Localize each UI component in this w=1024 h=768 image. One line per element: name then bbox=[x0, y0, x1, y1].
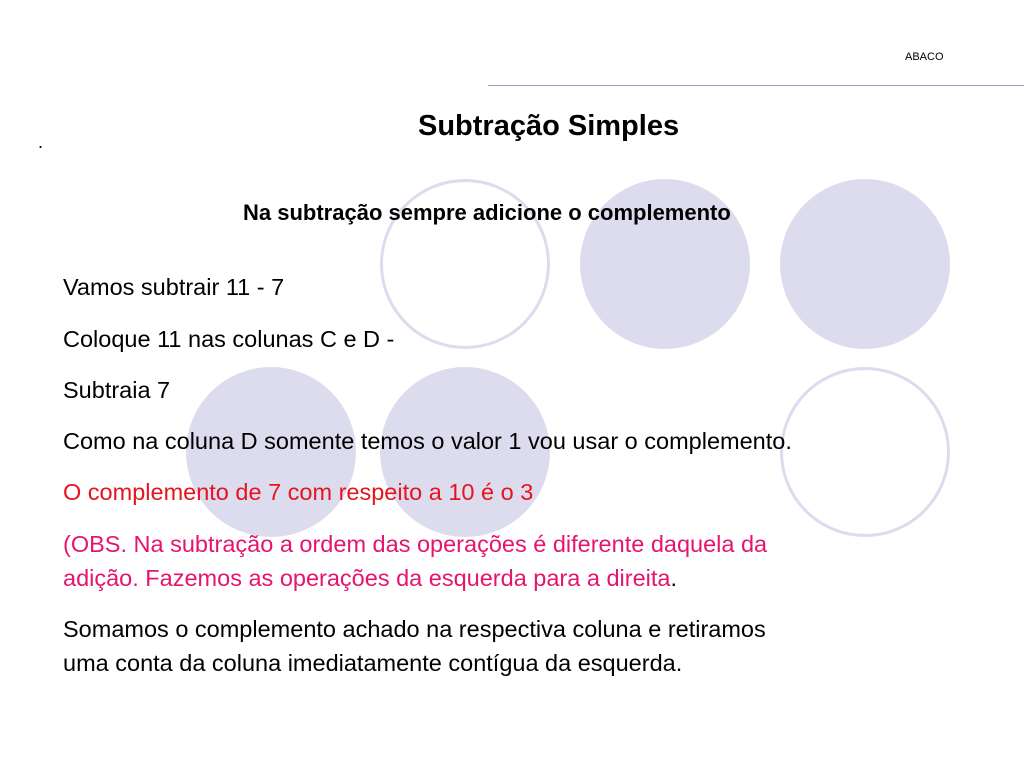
header-rule bbox=[488, 85, 1024, 86]
text-line: Vamos subtrair 11 - 7 bbox=[63, 274, 285, 300]
obs-note-line1: (OBS. Na subtração a ordem das operações é diferente daquela da bbox=[63, 531, 768, 557]
text-line: Subtraia 7 bbox=[63, 377, 171, 403]
slide-title: Subtração Simples bbox=[418, 110, 680, 142]
text-line: Coloque 11 nas colunas C e D - bbox=[63, 326, 395, 352]
outline-circle bbox=[780, 367, 950, 537]
slide-subtitle: Na subtração sempre adicione o complemento bbox=[243, 200, 731, 225]
text-line: uma conta da coluna imediatamente contígua da esquerda. bbox=[63, 650, 683, 676]
text-line: Somamos o complemento achado na respectiva coluna e retiramos bbox=[63, 616, 766, 642]
text-line: Como na coluna D somente temos o valor 1 vou usar o complemento. bbox=[63, 428, 792, 454]
complement-note: O complemento de 7 com respeito a 10 é o 3 bbox=[63, 479, 534, 505]
obs-note-line2 bbox=[63, 561, 677, 595]
obs-note-period: . bbox=[670, 565, 677, 591]
header-label: ABACO bbox=[905, 51, 944, 63]
obs-note-text: adição. Fazemos as operações da esquerda para a direita bbox=[63, 565, 671, 591]
filled-circle bbox=[780, 179, 950, 349]
bullet-marker: . bbox=[38, 132, 44, 152]
